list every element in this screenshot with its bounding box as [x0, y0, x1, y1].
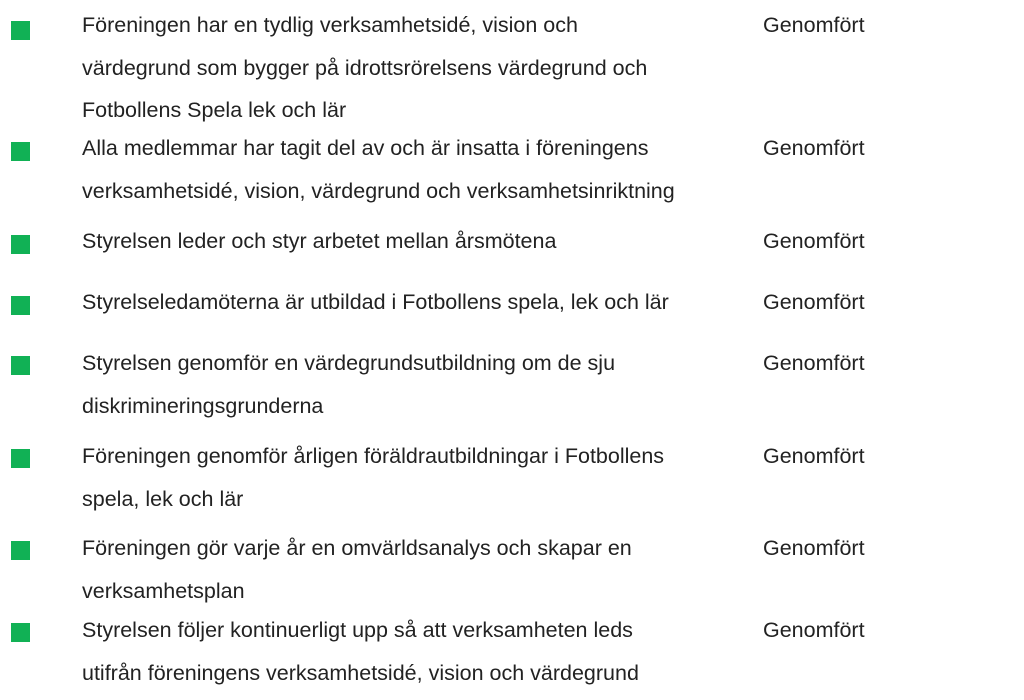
status-label: Genomfört [763, 136, 865, 160]
status-label: Genomfört [763, 444, 865, 468]
status-label: Genomfört [763, 13, 865, 37]
description-line: Föreningen gör varje år en omvärldsanalys och skapar en [82, 536, 632, 560]
description-line: Fotbollens Spela lek och lär [82, 98, 347, 122]
status-label: Genomfört [763, 290, 865, 314]
item-description [82, 609, 747, 694]
description-line: verksamhetsidé, vision, värdegrund och verksamhetsinriktning [82, 178, 675, 203]
green-square-icon [11, 449, 30, 468]
status-label: Genomfört [763, 536, 865, 560]
status-label: Genomfört [763, 618, 865, 642]
description-line: värdegrund som bygger på idrottsrörelsens värdegrund och [82, 55, 648, 80]
description-line: Föreningen genomför årligen föräldrautbildningar i Fotbollens [82, 444, 665, 468]
item-description [82, 281, 747, 324]
green-square-icon [11, 296, 30, 315]
item-description [82, 527, 747, 612]
description-line: Styrelsen leder och styr arbetet mellan årsmötena [82, 229, 557, 253]
green-square-icon [11, 356, 30, 375]
status-label: Genomfört [763, 229, 865, 253]
green-square-icon [11, 541, 30, 560]
description-line: Föreningen har en tydlig verksamhetsidé, vision och [82, 13, 578, 37]
description-line: Alla medlemmar har tagit del av och är insatta i föreningens [82, 136, 649, 160]
description-line: verksamhetsplan [82, 578, 245, 603]
description-line: spela, lek och lär [82, 486, 244, 511]
item-description [82, 435, 747, 520]
item-description [82, 220, 747, 263]
description-line: Styrelsen genomför en värdegrundsutbildning om de sju [82, 351, 616, 375]
green-square-icon [11, 142, 30, 161]
item-description [82, 4, 747, 132]
description-line: Styrelseledamöterna är utbildad i Fotbollens spela, lek och lär [82, 290, 669, 314]
green-square-icon [11, 21, 30, 40]
item-description [82, 342, 747, 427]
description-line: diskrimineringsgrunderna [82, 393, 324, 418]
green-square-icon [11, 235, 30, 254]
item-description [82, 127, 747, 212]
status-label: Genomfört [763, 351, 865, 375]
green-square-icon [11, 623, 30, 642]
description-line: Styrelsen följer kontinuerligt upp så att verksamheten leds [82, 618, 633, 642]
description-line: utifrån föreningens verksamhetsidé, vision och värdegrund [82, 660, 639, 685]
